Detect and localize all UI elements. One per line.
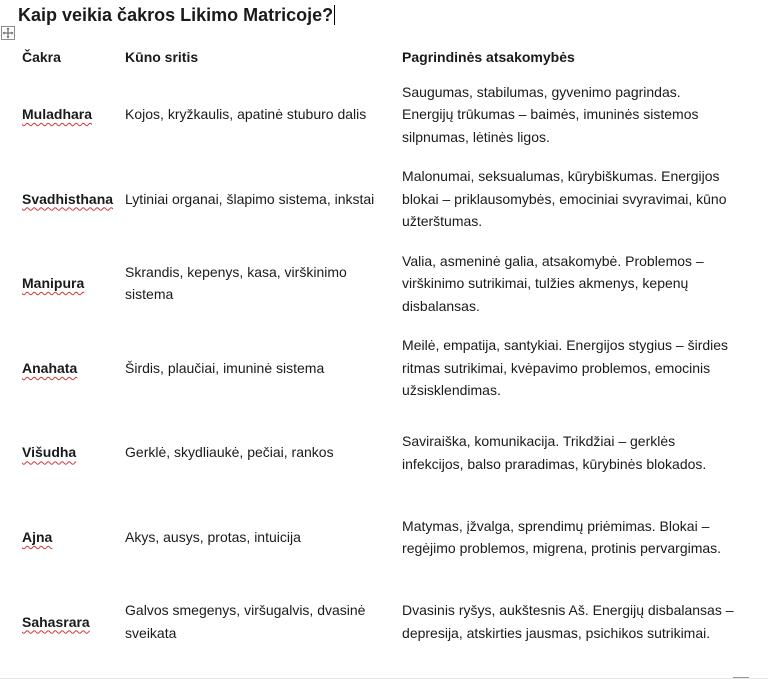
chakra-name: Anahata <box>22 359 78 376</box>
chakra-table[interactable] <box>16 42 741 664</box>
header-body-area: Kūno sritis <box>125 48 199 65</box>
table-row <box>16 495 741 580</box>
body-area-cell[interactable]: Skrandis, kepenys, kasa, virškinimo sistema <box>125 263 347 303</box>
responsibilities-cell[interactable]: Dvasinis ryšys, aukštesnis Aš. Energijų disbalansas – depresija, atskirties jausmas, psichikos sutrikimai. <box>402 602 734 641</box>
body-area-cell[interactable]: Akys, ausys, protas, intuicija <box>125 529 301 546</box>
chakra-cell[interactable] <box>16 326 119 411</box>
responsibilities-cell[interactable]: Valia, asmeninė galia, atsakomybė. Problemos – virškinimo sutrikimai, tulžies akmenys, kepenų disbalansas. <box>402 252 704 314</box>
chakra-cell[interactable] <box>16 495 119 580</box>
document-heading[interactable] <box>18 3 335 27</box>
body-area-cell[interactable]: Galvos smegenys, viršugalvis, dvasinė sveikata <box>125 602 366 641</box>
chakra-name: Svadhisthana <box>22 190 114 207</box>
text-cursor <box>334 5 335 25</box>
table-row <box>16 241 741 326</box>
table-header-row <box>16 42 741 72</box>
chakra-cell[interactable] <box>16 580 119 665</box>
body-area-cell[interactable]: Lytiniai organai, šlapimo sistema, inkstai <box>125 190 375 207</box>
chakra-name: Sahasrara <box>22 613 90 630</box>
table-row <box>16 157 741 242</box>
chakra-name: Muladhara <box>22 106 93 123</box>
chakra-name: Višudha <box>22 444 77 461</box>
header-chakra: Čakra <box>22 48 61 65</box>
responsibilities-cell[interactable]: Saugumas, stabilumas, gyvenimo pagrindas. Energijų trūkumas – baimės, imuninės sistemos silpnumas, lėtinės ligos. <box>402 83 699 145</box>
table-row <box>16 326 741 411</box>
header-responsibilities: Pagrindinės atsakomybės <box>402 48 575 65</box>
responsibilities-cell[interactable]: Malonumai, seksualumas, kūrybiškumas. Energijos blokai – priklausomybės, emociniai svyravimai, kūno užterštumas. <box>402 168 727 230</box>
scroll-indicator <box>733 677 749 678</box>
body-area-cell[interactable]: Širdis, plaučiai, imuninė sistema <box>125 359 325 376</box>
responsibilities-cell[interactable]: Saviraiška, komunikacija. Trikdžiai – gerklės infekcijos, balso praradimas, kūrybinės blokados. <box>402 433 707 472</box>
chakra-name: Manipura <box>22 275 85 292</box>
responsibilities-cell[interactable]: Meilė, empatija, santykiai. Energijos stygius – širdies ritmas sutrikimai, kvėpavimo problemos, emocinis užsisklendimas. <box>402 337 729 399</box>
page-bottom-divider <box>0 678 768 679</box>
chakra-name: Ajna <box>22 529 53 546</box>
responsibilities-cell[interactable]: Matymas, įžvalga, sprendimų priėmimas. Blokai – regėjimo problemos, migrena, protinis pervargimas. <box>402 517 722 557</box>
table-row <box>16 72 741 157</box>
move-arrows-icon[interactable] <box>1 26 15 40</box>
body-area-cell[interactable]: Gerklė, skydliaukė, pečiai, rankos <box>125 444 334 461</box>
chakra-cell[interactable] <box>16 410 119 495</box>
body-area-cell[interactable]: Kojos, kryžkaulis, apatinė stuburo dalis <box>125 106 367 123</box>
table-row <box>16 580 741 665</box>
chakra-cell[interactable] <box>16 72 119 157</box>
chakra-cell[interactable] <box>16 241 119 326</box>
chakra-cell[interactable] <box>16 157 119 242</box>
table-row <box>16 410 741 495</box>
document-title: Kaip veikia čakros Likimo Matricoje? <box>18 5 334 25</box>
